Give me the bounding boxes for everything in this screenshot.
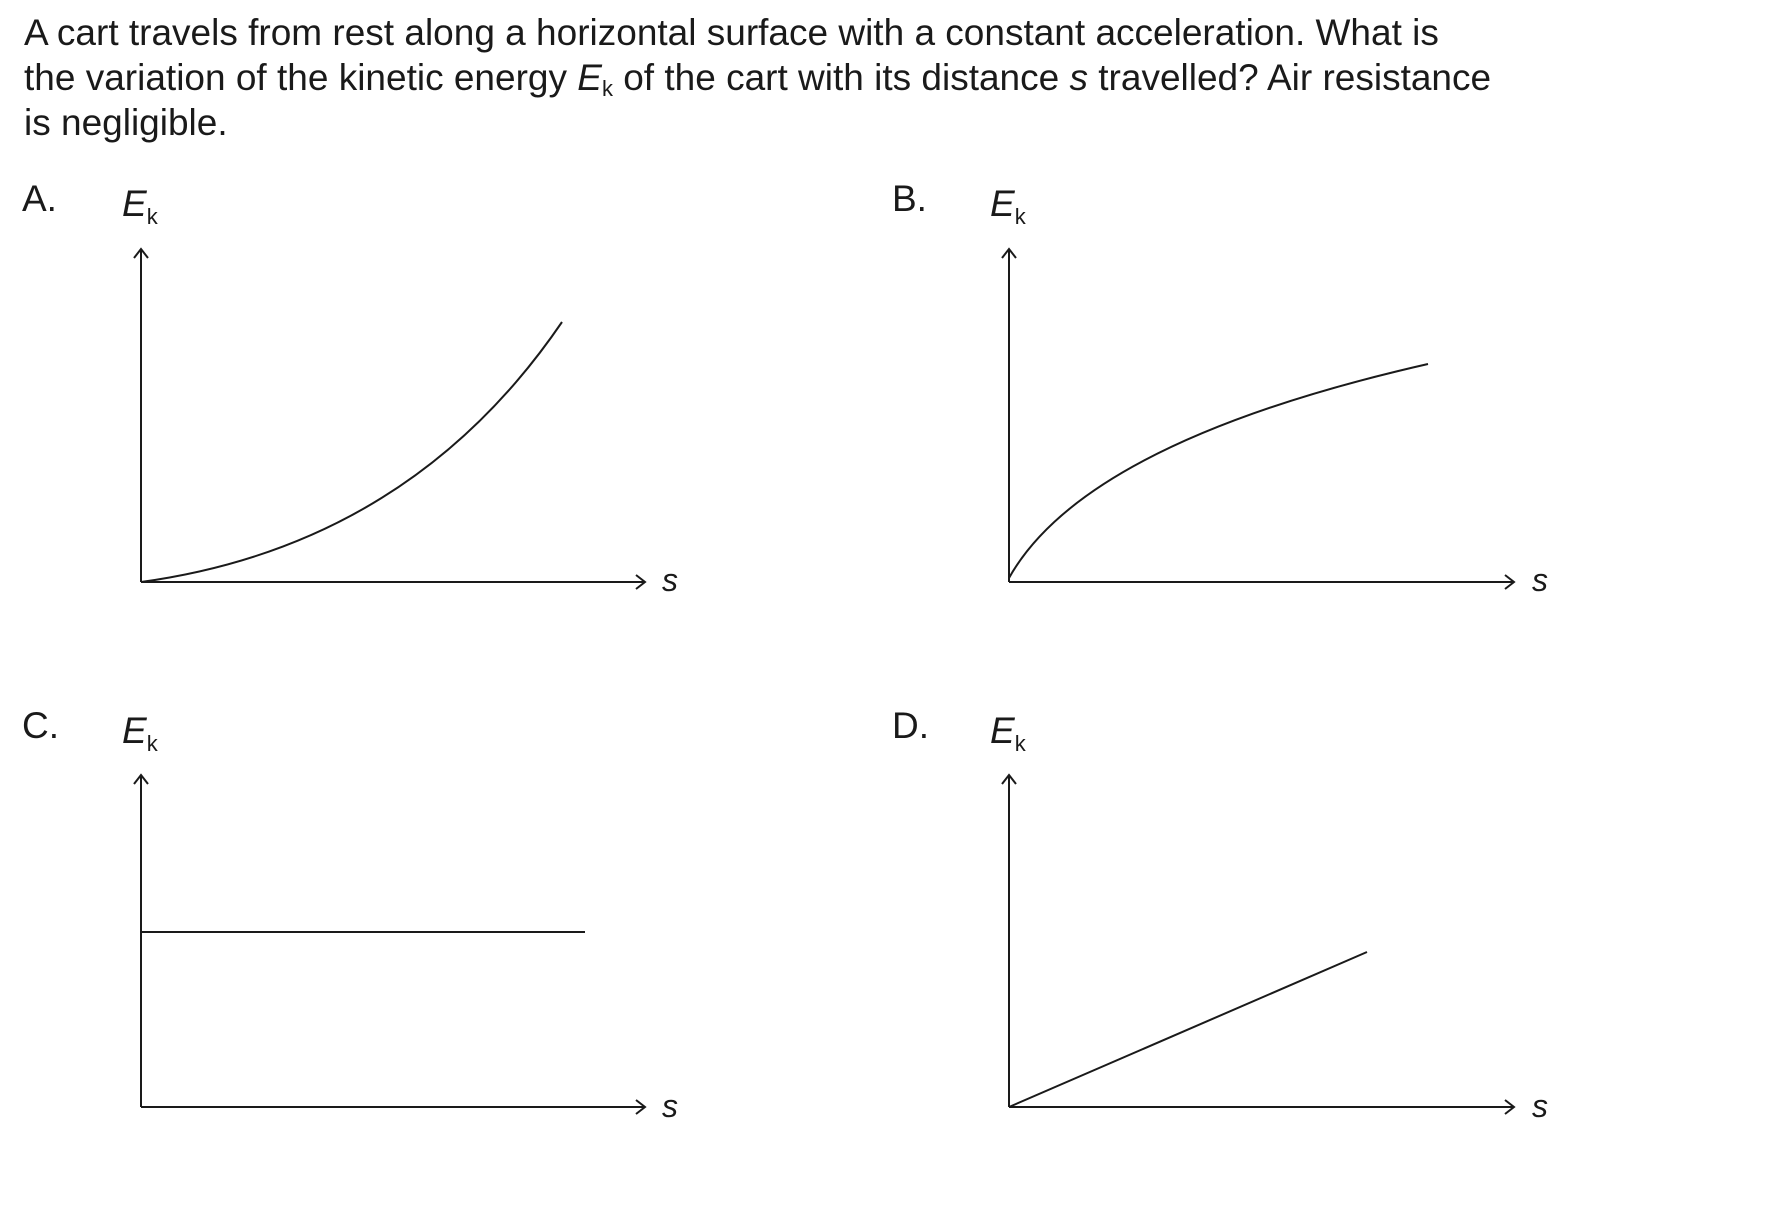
y-axis-symbol: E <box>990 183 1015 224</box>
graph-a-curve <box>141 322 562 582</box>
question-text-segment: of the cart with its distance <box>612 57 1070 98</box>
graph-a <box>134 249 645 589</box>
option-c-x-axis-label: s <box>662 1088 678 1124</box>
y-axis-symbol: E <box>122 183 147 224</box>
option-b-x-axis-label: s <box>1532 562 1548 598</box>
question-text-segment: travelled? Air resistance <box>1088 57 1492 98</box>
y-axis-subscript: k <box>146 731 158 756</box>
graph-d <box>1002 775 1514 1114</box>
y-axis-subscript: k <box>146 204 158 229</box>
kinetic-energy-subscript: k <box>601 76 613 101</box>
option-a-letter: A. <box>22 178 57 219</box>
option-c-letter: C. <box>22 705 59 746</box>
graph-d-line <box>1009 952 1367 1107</box>
kinetic-energy-symbol: E <box>577 57 602 98</box>
distance-symbol: s <box>1069 57 1088 98</box>
y-axis-symbol: E <box>122 710 147 751</box>
y-axis-symbol: E <box>990 710 1015 751</box>
question-line-1: A cart travels from rest along a horizontal surface with a constant acceleration. What is <box>24 12 1439 53</box>
graph-b-curve <box>1009 364 1428 578</box>
graph-b <box>1002 249 1514 589</box>
question-text-segment: the variation of the kinetic energy <box>24 57 578 98</box>
option-d-x-axis-label: s <box>1532 1088 1548 1124</box>
y-axis-subscript: k <box>1014 731 1026 756</box>
y-axis-subscript: k <box>1014 204 1026 229</box>
option-d-letter: D. <box>892 705 929 746</box>
option-b-letter: B. <box>892 178 927 219</box>
option-a-x-axis-label: s <box>662 562 678 598</box>
question-line-3: is negligible. <box>24 102 228 143</box>
graph-c <box>134 775 645 1114</box>
